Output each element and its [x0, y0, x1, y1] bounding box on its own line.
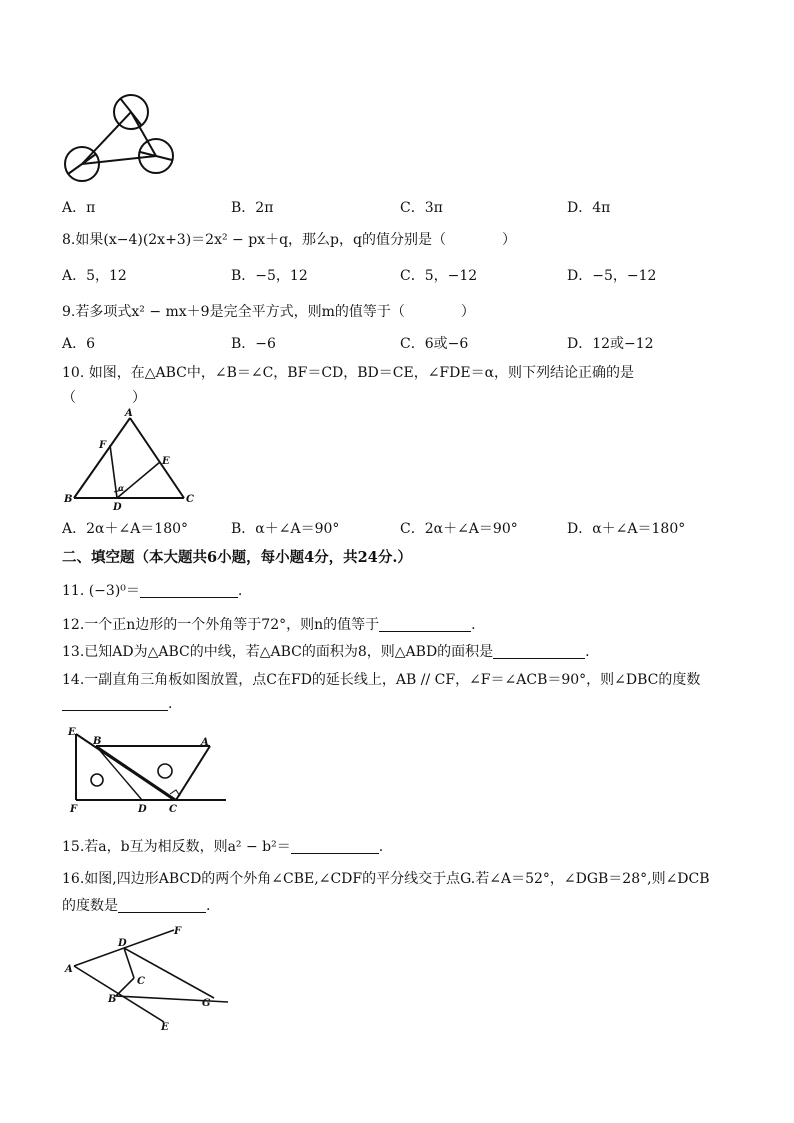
q13-question [62, 641, 590, 661]
q16-label-g: G [202, 998, 211, 1009]
q14-label-f: F [70, 804, 78, 815]
q8-question: 8.如果(x−4)(2x+3)＝2x² − px＋q，那么p，q的值分别是（ ） [62, 232, 516, 248]
q16-quadrilateral-figure [64, 924, 236, 1032]
q14-end: . [168, 696, 173, 712]
q10-label-f: F [99, 440, 107, 451]
q8-option-a: A．5，12 [62, 268, 127, 284]
q16-question-line2 [62, 895, 210, 915]
q16-label-b: B [108, 994, 117, 1005]
q14-label-c: C [169, 804, 177, 815]
q7-option-d: D．4π [567, 200, 611, 216]
q8-option-b: B．−5，12 [231, 268, 308, 284]
q16-answer-blank[interactable] [118, 898, 206, 913]
q15-text: 15.若a，b互为相反数，则a² − b²＝ [62, 839, 291, 855]
q16-text: 的度数是 [62, 898, 118, 914]
q13-answer-blank[interactable] [493, 644, 585, 659]
q14-question-line1: 14.一副直角三角板如图放置，点C在FD的延长线上，AB // CF，∠F＝∠ACB＝90°，则∠DBC的度数 [62, 672, 701, 688]
q16-label-a: A [65, 964, 73, 975]
q15-end: . [378, 839, 384, 855]
q8-option-c: C．5，−12 [400, 268, 478, 284]
q10-label-b: B [64, 494, 73, 505]
q10-option-c: C．2α＋∠A＝90° [400, 521, 518, 537]
q14-label-e: E [68, 727, 76, 738]
q14-label-d: D [138, 804, 147, 815]
q12-text: 12.一个正n边形的一个外角等于72°，则n的值等于 [62, 617, 380, 633]
q11-text: 11. (−3)⁰＝ [62, 583, 140, 599]
q9-question: 9.若多项式x² − mx＋9是完全平方式，则m的值等于（ ） [62, 304, 475, 320]
q10-question-line2: （ ） [62, 390, 146, 406]
section2-heading: 二、填空题（本大题共6小题，每小题4分，共24分.） [62, 549, 412, 566]
q9-option-c: C．6或−6 [400, 336, 469, 352]
q16-label-f: F [174, 926, 182, 937]
q11-end: . [237, 583, 243, 599]
q16-question-line1: 16.如图,四边形ABCD的两个外角∠CBE,∠CDF的平分线交于点G.若∠A＝52°，∠DGB＝28°,则∠DCB [62, 871, 710, 887]
q10-question-line1: 10. 如图，在△ABC中，∠B＝∠C，BF＝CD，BD＝CE，∠FDE＝α，则下列结论正确的是 [62, 365, 635, 381]
q16-label-e: E [161, 1022, 169, 1033]
q16-label-c: C [137, 976, 145, 987]
q8-option-d: D．−5，−12 [567, 268, 657, 284]
q12-question [62, 614, 476, 634]
q10-option-d: D．α＋∠A＝180° [567, 521, 686, 537]
q12-end: . [471, 617, 476, 633]
q9-option-a: A．6 [62, 336, 96, 352]
q9-option-b: B．−6 [231, 336, 276, 352]
q16-label-d: D [118, 938, 127, 949]
q11-answer-blank[interactable] [140, 583, 238, 598]
q7-figure [60, 92, 180, 184]
q10-triangle-figure [62, 406, 202, 514]
q10-option-a: A．2α＋∠A＝180° [62, 521, 189, 537]
q9-option-d: D．12或−12 [567, 336, 654, 352]
q10-label-e: E [162, 456, 170, 467]
q7-option-c: C．3π [400, 200, 443, 216]
q10-label-a: A [125, 408, 133, 419]
q14-question-line2 [62, 696, 172, 712]
q15-answer-blank[interactable] [291, 839, 379, 854]
q10-label-c: C [186, 494, 194, 505]
q12-answer-blank[interactable] [379, 617, 471, 632]
q13-end: . [585, 644, 590, 660]
q14-answer-blank[interactable] [62, 696, 168, 711]
q7-option-b: B．2π [231, 200, 274, 216]
q10-label-d: D [113, 502, 122, 513]
q14-label-a: A [201, 737, 209, 748]
q14-set-square-figure [64, 726, 230, 816]
q16-end: . [206, 898, 211, 914]
q15-question [62, 836, 383, 856]
q10-label-alpha: α [118, 483, 125, 493]
q11-question [62, 580, 242, 600]
q10-option-b: B．α＋∠A＝90° [231, 521, 340, 537]
q13-text: 13.已知AD为△ABC的中线，若△ABC的面积为8，则△ABD的面积是 [62, 644, 494, 660]
q14-label-b: B [93, 736, 102, 747]
q7-option-a: A．π [62, 200, 96, 216]
